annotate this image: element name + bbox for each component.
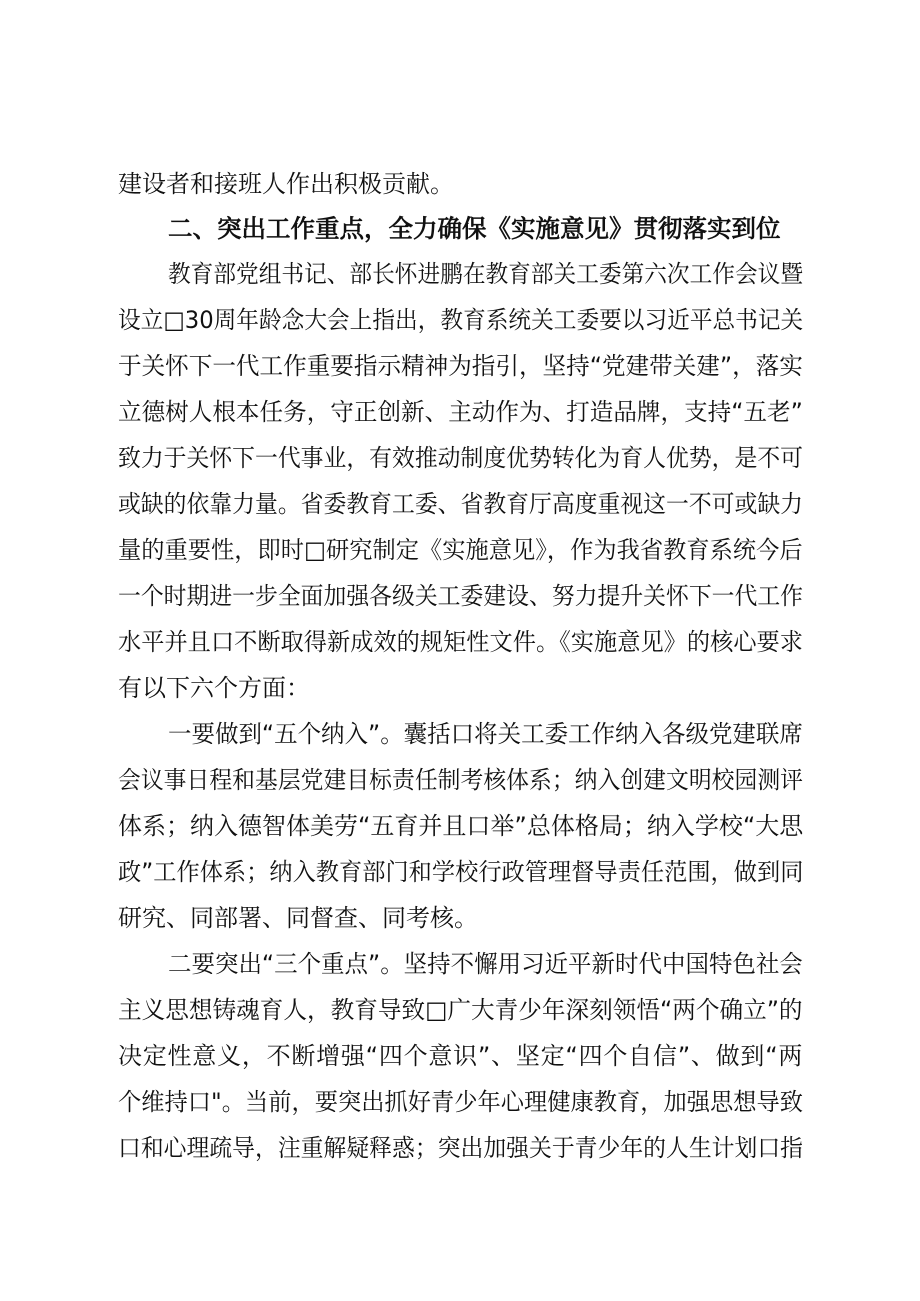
text-line-12: 有以下六个方面： (118, 674, 310, 702)
text-line-19: 主义思想铸魂育人，教育导致□广大青少年深刻领悟“两个确立”的 (118, 996, 803, 1024)
text-line-20: 决定性意义，不断增强“四个意识”、坚定“四个自信”、做到“两 (118, 1042, 804, 1070)
text-line-22: 口和心理疏导，注重解疑释惑；突出加强关于青少年的人生计划口指 (118, 1134, 803, 1162)
text-line-11: 水平并且口不断取得新成效的规矩性文件。《实施意见》的核心要求 (118, 628, 803, 656)
text-line-10: 一个时期进一步全面加强各级关工委建设、努力提升关怀下一代工作 (118, 582, 803, 610)
text-line-18: 二要突出“三个重点”。坚持不懈用习近平新时代中国特色社会 (168, 950, 803, 978)
text-line-16: 政”工作体系；纳入教育部门和学校行政管理督导责任范围，做到同 (118, 858, 804, 886)
text-line-14: 会议事日程和基层党建目标责任制考核体系；纳入创建文明校园测评 (118, 766, 803, 794)
text-line-1: 建设者和接班人作出积极贡献。 (118, 170, 454, 198)
text-line-3: 教育部党组书记、部长怀进鹏在教育部关工委第六次工作会议暨 (168, 260, 803, 288)
text-line-15: 体系；纳入德智体美劳“五育并且口举”总体格局；纳入学校“大思 (118, 812, 804, 840)
text-line-6: 立德树人根本任务，守正创新、主动作为、打造品牌，支持“五老” (118, 398, 803, 426)
section-heading: 二、突出工作重点，全力确保《实施意见》贯彻落实到位 (168, 214, 781, 243)
text-line-4: 设立□30周年龄念大会上指出，教育系统关工委要以习近平总书记关 (118, 306, 804, 334)
text-line-13: 一要做到“五个纳入”。囊括口将关工委工作纳入各级党建联席 (168, 720, 803, 748)
text-line-9: 量的重要性，即时□研究制定《实施意见》，作为我省教育系统今后 (118, 536, 803, 564)
text-line-21: 个维持口"。当前，要突出抓好青少年心理健康教育，加强思想导致 (118, 1088, 804, 1116)
text-line-8: 或缺的依靠力量。省委教育工委、省教育厅高度重视这一不可或缺力 (118, 490, 803, 518)
text-line-17: 研究、同部署、同督查、同考核。 (118, 904, 478, 932)
text-line-7: 致力于关怀下一代事业，有效推动制度优势转化为育人优势，是不可 (118, 444, 803, 472)
text-line-5: 于关怀下一代工作重要指示精神为指引，坚持“党建带关建”，落实 (118, 352, 803, 380)
